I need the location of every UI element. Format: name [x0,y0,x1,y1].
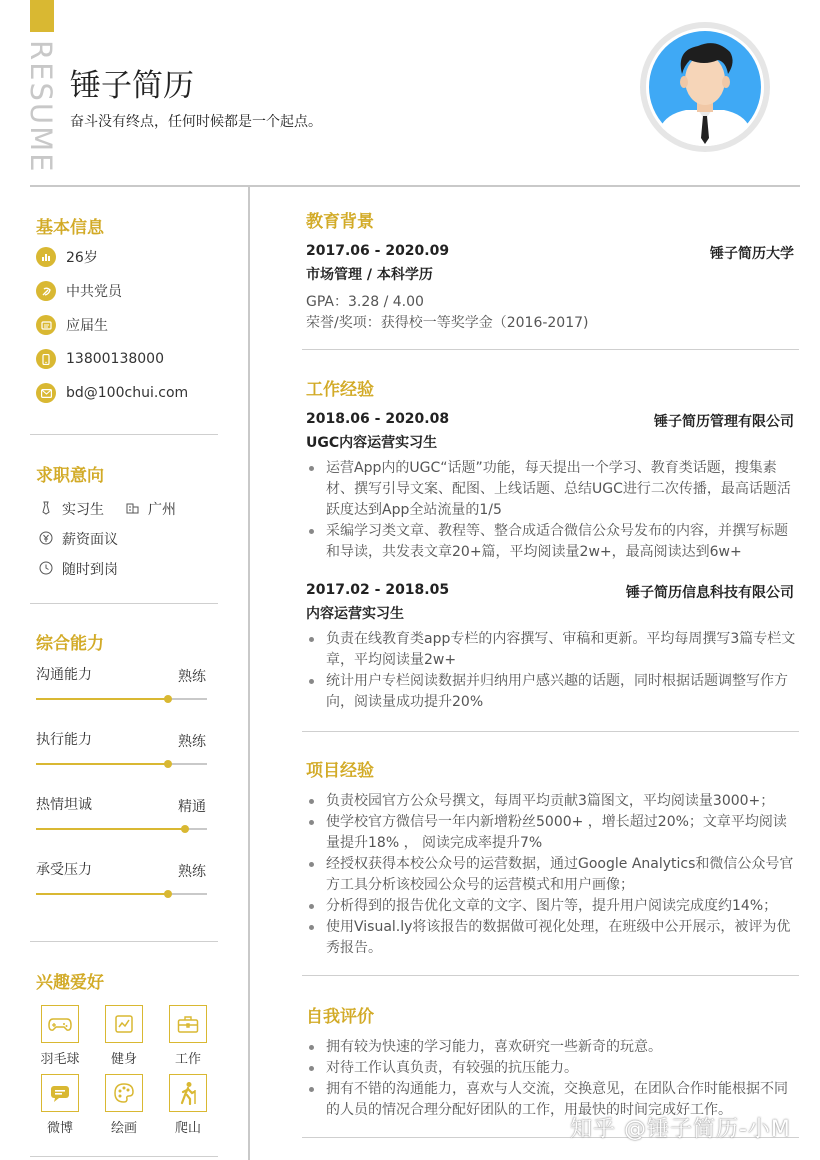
list-item: 统计用户专栏阅读数据并归纳用户感兴趣的话题，同时根据话题调整写作方向，阅读量成功提升20% [306,671,796,713]
hobby-label: 绘画 [110,1121,137,1136]
sidebar-divider [30,941,218,942]
watermark: 知乎 @锤子简历-小M [570,1117,791,1142]
page-title: 锤子简历 [70,68,194,104]
self-eval-heading: 自我评价 [306,1007,374,1027]
list-item: 对待工作认真负责，有较强的抗压能力。 [306,1058,796,1079]
hiking-icon [169,1074,207,1112]
hobbies-heading: 兴趣爱好 [36,973,104,993]
hobby-label: 工作 [174,1052,201,1067]
salary-text: 薪资面议 [62,532,118,548]
list-item: 拥有不错的沟通能力，喜欢与人交流，交换意见，在团队合作时能根据不同的人员的情况合理分配好团队的工作，用最快的时间完成好工作。 [306,1079,796,1121]
work-heading: 工作经验 [306,380,374,400]
fitness-chart-icon [105,1005,143,1043]
job-bullets [306,629,796,713]
skill-name: 承受压力 [36,862,92,878]
info-age [36,246,98,268]
hobby-label: 爬山 [174,1121,201,1136]
column-divider [248,185,250,1160]
tie-icon [38,501,54,518]
skill-level: 精通 [178,799,206,815]
avatar-illustration [646,28,764,146]
list-item: 使学校官方微信号一年内新增粉丝5000+ ，增长超过20%；文章平均阅读量提升18% ， 阅读完成率提升7% [306,812,796,854]
section-divider [302,731,799,732]
gamepad-icon [41,1005,79,1043]
availability-text: 随时到岗 [62,562,118,578]
education-heading: 教育背景 [306,212,374,232]
avatar [640,22,770,152]
skill-bar [36,763,207,765]
projects-heading: 项目经验 [306,761,374,781]
skills-heading: 综合能力 [36,634,104,654]
resume-vertical-label: RESUME [24,40,58,174]
list-item: 采编学习类文章、教程等、整合成适合微信公众号发布的内容，并撰写标题和导读，共发表文章20+篇，平均阅读量2w+，最高阅读达到6w+ [306,521,796,563]
age-text: 26岁 [66,250,98,266]
list-item: 运营App内的UGC“话题”功能，每天提出一个学习、教育类话题，搜集素材、撰写引导文案、配图、上线话题、总结UGC进行二次传播，最高话题活跃度达到App全站流量的1/5 [306,458,796,521]
job-date: 2017.02 - 2018.05 [306,582,450,598]
yen-icon [38,531,54,548]
motto: 奋斗没有终点，任何时候都是一个起点。 [70,114,322,130]
hobby-label: 健身 [110,1052,137,1067]
building-icon [124,501,140,517]
intent-salary [38,529,118,549]
intent-city [124,499,176,519]
clock-icon [38,561,54,578]
list-item: 分析得到的报告优化文章的文字、图片等，提升用户阅读完成度约14%； [306,896,796,917]
self-eval-bullets [306,1037,796,1121]
job-date: 2018.06 - 2020.08 [306,411,450,427]
hobby-badminton [41,1005,79,1067]
hobby-hiking [169,1074,207,1136]
city-text: 广州 [148,502,176,518]
skill-name: 执行能力 [36,732,92,748]
political-status-text: 中共党员 [66,284,122,300]
list-item: 经授权获得本校公众号的运营数据，通过Google Analytics和微信公众号官方工具分析该校园公众号的运营模式和用户画像； [306,854,796,896]
education-date: 2017.06 - 2020.09 [306,243,450,259]
skill-name: 沟通能力 [36,667,92,683]
info-phone [36,348,164,370]
palette-icon [105,1074,143,1112]
sidebar-divider [30,603,218,604]
phone-icon [36,349,56,369]
sidebar-divider [30,434,218,435]
hobby-label: 羽毛球 [40,1052,80,1067]
info-status [36,314,108,336]
intent-availability [38,559,118,579]
skill-bar [36,698,207,700]
id-card-icon [36,315,56,335]
weibo-icon [41,1074,79,1112]
chart-icon [36,247,56,267]
email-text[interactable]: bd@100chui.com [66,385,189,401]
job-role: 内容运营实习生 [306,606,404,622]
accent-bar [30,0,54,32]
hobby-work [169,1005,207,1067]
basic-info-heading: 基本信息 [36,218,104,238]
job-role: UGC内容运营实习生 [306,435,438,451]
skill-level: 熟练 [178,734,206,750]
project-bullets [306,791,796,959]
company-name: 锤子简历信息科技有限公司 [626,585,794,601]
list-item: 负责校园官方公众号撰文，每周平均贡献3篇图文，平均阅读量3000+； [306,791,796,812]
party-icon [36,281,56,301]
phone-text[interactable]: 13800138000 [66,351,164,367]
skill-bar [36,828,207,830]
job-bullets [306,458,796,563]
company-name: 锤子简历管理有限公司 [654,414,794,430]
job-intent-heading: 求职意向 [36,466,104,486]
major: 市场管理 / 本科学历 [306,267,433,283]
section-divider [302,975,799,976]
hobby-label: 微博 [46,1121,73,1136]
list-item: 负责在线教育类app专栏的内容撰写、审稿和更新。平均每周撰写3篇专栏文章，平均阅读量2w+ [306,629,796,671]
hobby-painting [105,1074,143,1136]
intent-job-type [38,499,104,519]
list-item: 使用Visual.ly将该报告的数据做可视化处理，在班级中公开展示，被评为优秀报告。 [306,917,796,959]
honors: 荣誉/奖项：获得校一等奖学金（2016-2017) [306,315,589,331]
skill-level: 熟练 [178,864,206,880]
skill-name: 热情坦诚 [36,797,92,813]
skill-bar [36,893,207,895]
mail-icon [36,383,56,403]
school-name: 锤子简历大学 [710,246,794,262]
info-political-status [36,280,122,302]
job-type-text: 实习生 [62,502,104,518]
sidebar-divider [30,1156,218,1157]
list-item: 拥有较为快速的学习能力，喜欢研究一些新奇的玩意。 [306,1037,796,1058]
status-text: 应届生 [66,318,108,334]
header-divider [30,185,800,187]
hobby-fitness [105,1005,143,1067]
info-email [36,382,188,404]
section-divider [302,349,799,350]
skill-level: 熟练 [178,669,206,685]
briefcase-icon [169,1005,207,1043]
gpa: GPA：3.28 / 4.00 [306,294,424,310]
hobby-weibo [41,1074,79,1136]
